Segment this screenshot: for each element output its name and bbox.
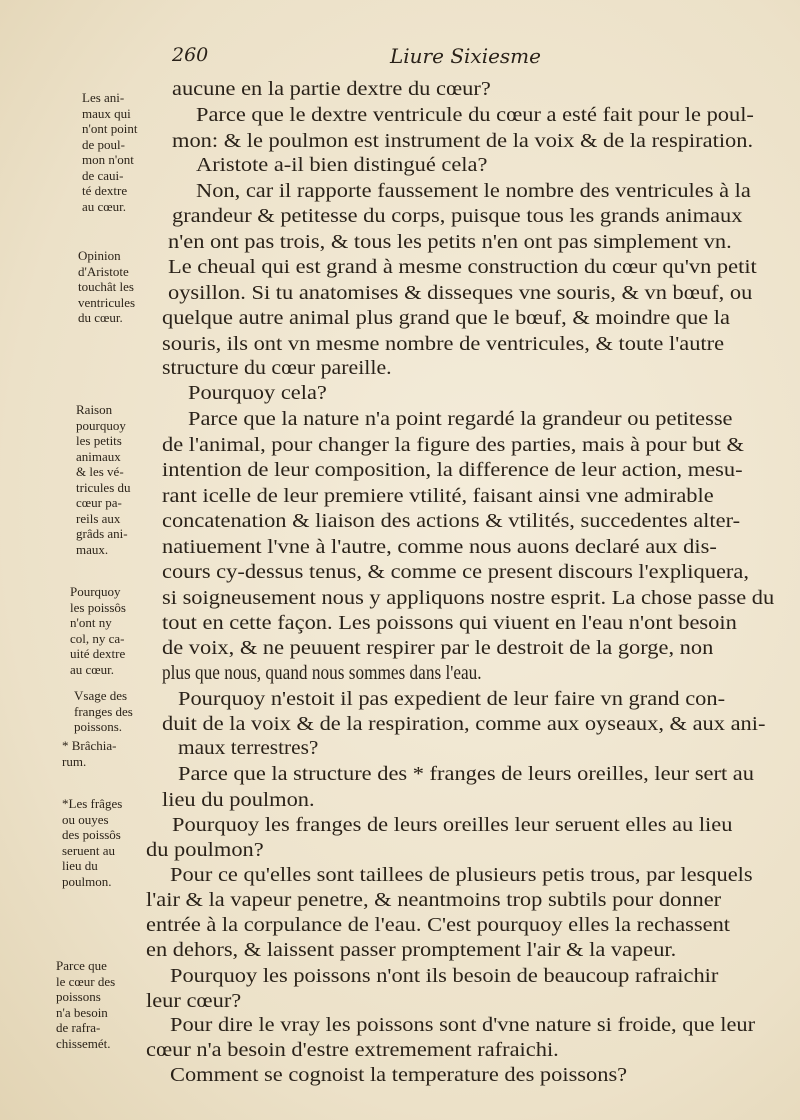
margin-note-line: poissons xyxy=(56,989,101,1004)
text-line: Non, car il rapporte faussement le nombre des ventricules à la xyxy=(196,181,751,202)
margin-note-line: grâds ani- xyxy=(76,526,128,541)
text-line: Aristote a-il bien distingué cela? xyxy=(196,155,488,176)
margin-note-line: les poissôs xyxy=(70,599,126,615)
margin-note-line: Pourquoy xyxy=(70,584,121,599)
margin-note-line: té dextre xyxy=(82,183,128,198)
text-line: Parce que la structure des * franges de leurs oreilles, leur sert au xyxy=(178,764,754,785)
margin-note-line: ou ouyes xyxy=(62,811,109,827)
margin-note-line: n'a besoin xyxy=(56,1004,108,1020)
margin-note-line: de poul- xyxy=(82,136,125,152)
text-line: cœur n'a besoin d'estre extremement rafraichi. xyxy=(146,1040,559,1061)
margin-note-line: Les ani- xyxy=(82,90,125,105)
margin-note-line: de rafra- xyxy=(56,1020,101,1035)
text-line: leur cœur? xyxy=(146,991,242,1012)
margin-note-line: lieu du xyxy=(62,858,98,873)
margin-note-line: d'Aristote xyxy=(78,263,129,279)
text-line: en dehors, & laissent passer promptement l'air & la vapeur. xyxy=(146,940,677,961)
margin-note-line: reils aux xyxy=(76,510,121,526)
margin-note-line: uité dextre xyxy=(70,646,126,661)
running-head: Liure Sixiesme xyxy=(390,44,541,68)
margin-note-line: pourquoy xyxy=(76,417,126,433)
text-line: aucune en la partie dextre du cœur? xyxy=(172,79,491,100)
text-line: de voix, & ne peuuent respirer par le destroit de la gorge, non xyxy=(162,638,714,659)
text-line: maux terrestres? xyxy=(178,738,319,759)
margin-note-line: au cœur. xyxy=(70,661,115,677)
margin-note-line: *Les frâges xyxy=(62,796,123,811)
margin-note-line: Raison xyxy=(76,402,113,417)
text-line: Pour ce qu'elles sont taillees de plusieurs petis trous, par lesquels xyxy=(170,865,753,886)
margin-note-line: chissemét. xyxy=(56,1035,111,1051)
margin-note-line: poissons. xyxy=(74,719,123,734)
text-line: quelque autre animal plus grand que le bœuf, & moindre que la xyxy=(162,308,730,329)
margin-note-line: Opinion xyxy=(78,248,121,263)
margin-note-line: de caui- xyxy=(82,167,124,183)
margin-note-line: animaux xyxy=(76,448,121,464)
margin-note-line: ventricules xyxy=(78,294,136,310)
text-line: entrée à la corpulance de l'eau. C'est pourquoy elles la rechassent xyxy=(146,915,731,936)
margin-note-line: des poissôs xyxy=(62,827,121,842)
text-line: rant icelle de leur premiere vtilité, faisant ainsi vne admirable xyxy=(162,486,714,507)
text-line: l'air & la vapeur penetre, & neantmoins trop subtils pour donner xyxy=(146,890,722,911)
margin-note-line: les petits xyxy=(76,433,122,448)
margin-note-line: franges des xyxy=(74,703,133,719)
text-line: Parce que le dextre ventricule du cœur a esté fait pour le poul- xyxy=(196,105,754,126)
margin-note-line: tricules du xyxy=(76,479,131,495)
margin-note-line: col, ny ca- xyxy=(70,630,125,646)
margin-note-line: seruent au xyxy=(62,842,116,858)
text-line: natiuement l'vne à l'autre, comme nous auons declaré aux dis- xyxy=(162,537,717,558)
text-line: lieu du poulmon. xyxy=(162,790,315,811)
text-line: si soigneusement nous y appliquons nostre esprit. La chose passe du xyxy=(162,588,775,609)
text-line: intention de leur composition, la difference de leur action, mesu- xyxy=(162,460,743,481)
margin-note-line: touchât les xyxy=(78,279,134,294)
text-line: tout en cette façon. Les poissons qui viuent en l'eau n'ont besoin xyxy=(162,613,737,634)
text-line: Comment se cognoist la temperature des poissons? xyxy=(170,1065,628,1086)
text-line: duit de la voix & de la respiration, comme aux oyseaux, & aux ani- xyxy=(162,714,766,735)
margin-note-line: Vsage des xyxy=(74,688,128,703)
margin-note-line: rum. xyxy=(62,753,87,769)
text-line: cours cy-dessus tenus, & comme ce present discours l'expliquera, xyxy=(162,562,749,583)
text-line: du poulmon? xyxy=(146,840,264,861)
text-line: concatenation & liaison des actions & vtilités, succedentes alter- xyxy=(162,511,741,532)
text-line: Le cheual qui est grand à mesme construction du cœur qu'vn petit xyxy=(168,257,757,278)
margin-note-line: n'ont ny xyxy=(70,615,112,630)
text-line: grandeur & petitesse du corps, puisque tous les grands animaux xyxy=(172,206,743,227)
text-line: structure du cœur pareille. xyxy=(162,358,392,379)
margin-note-line: & les vé- xyxy=(76,464,124,479)
margin-note-line: le cœur des xyxy=(56,973,116,989)
text-line: Pourquoy les poissons n'ont ils besoin de beaucoup rafraichir xyxy=(170,966,719,987)
margin-note-line: * Brâchia- xyxy=(62,738,117,753)
margin-note-line: mon n'ont xyxy=(82,152,134,167)
margin-note-line: maux. xyxy=(76,541,109,557)
text-line: Pourquoy n'estoit il pas expedient de leur faire vn grand con- xyxy=(178,689,726,710)
text-line: Parce que la nature n'a point regardé la grandeur ou petitesse xyxy=(188,409,733,430)
margin-note-line: maux qui xyxy=(82,105,131,121)
margin-note-line: n'ont point xyxy=(82,121,138,136)
text-line: Pourquoy cela? xyxy=(188,383,327,404)
text-line: mon: & le poulmon est instrument de la voix & de la respiration. xyxy=(172,131,754,152)
margin-note-line: cœur pa- xyxy=(76,495,122,510)
text-line: plus que nous, quand nous sommes dans l'eau. xyxy=(162,663,482,684)
text-line: de l'animal, pour changer la figure des parties, mais à pour but & xyxy=(162,435,744,456)
margin-note-line: Parce que xyxy=(56,958,107,973)
text-line: Pourquoy les franges de leurs oreilles leur seruent elles au lieu xyxy=(172,815,733,836)
margin-note-line: du cœur. xyxy=(78,310,123,325)
page-number: 260 xyxy=(172,44,209,66)
margin-note-line: au cœur. xyxy=(82,198,127,214)
text-line: Pour dire le vray les poissons sont d'vne nature si froide, que leur xyxy=(170,1015,756,1036)
text-line: n'en ont pas trois, & tous les petits n'en ont pas simplement vn. xyxy=(168,232,732,253)
text-line: souris, ils ont vn mesme nombre de ventricules, & toute l'autre xyxy=(162,334,725,355)
text-line: oysillon. Si tu anatomises & disseques vne souris, & vn bœuf, ou xyxy=(168,283,753,304)
margin-note-line: poulmon. xyxy=(62,873,112,889)
